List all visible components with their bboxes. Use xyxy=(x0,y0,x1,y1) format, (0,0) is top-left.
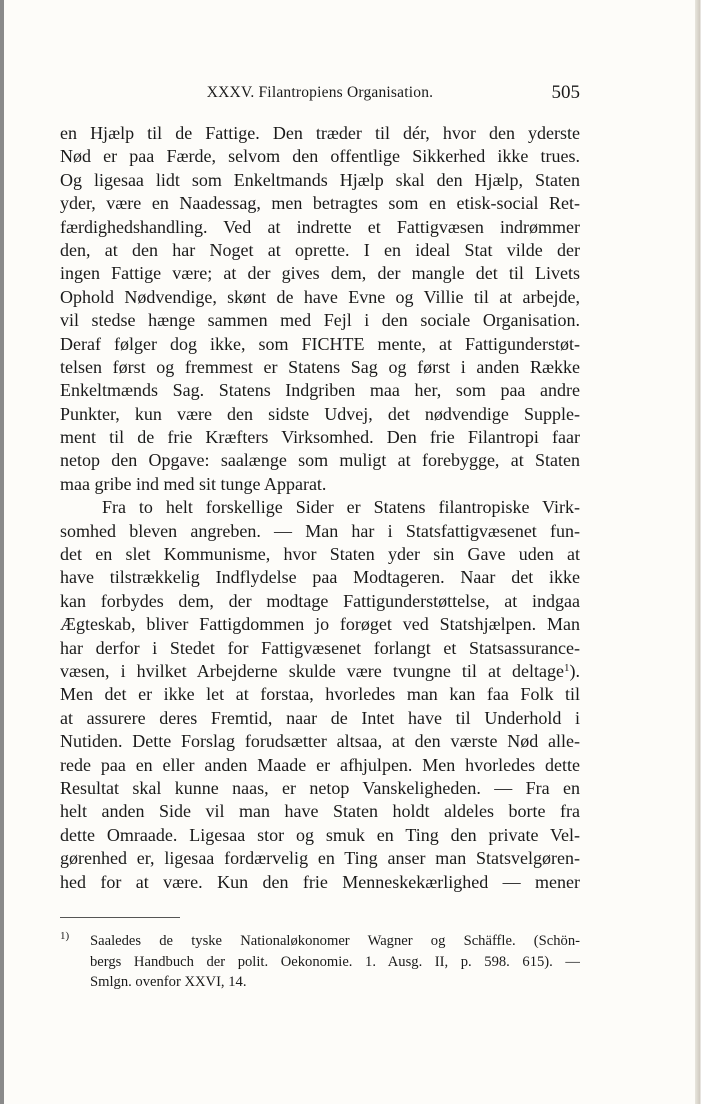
text-line: dette Omraade. Ligesaa stor og smuk en Ting den private Vel- xyxy=(60,824,580,845)
text-span: væsen, i hvilket Arbejderne skulde være tvungne til at deltage xyxy=(60,660,564,681)
footnote-line: Smlgn. ovenfor XXVI, 14. xyxy=(90,974,247,990)
text-line: yder, være en Naadessag, men betragtes som en etisk-social Ret- xyxy=(60,193,580,214)
text-line: Ophold Nødvendige, skønt de have Evne og Villie til at arbejde, xyxy=(60,286,580,307)
text-line: vil stedse hænge sammen med Fejl i den sociale Organisation. xyxy=(60,310,580,331)
text-line: rede paa en eller anden Maade er afhjulpen. Men hvorledes dette xyxy=(60,754,580,775)
footnote-divider xyxy=(60,917,180,918)
text-line: kan forbydes dem, der modtage Fattigunderstøttelse, at indgaa xyxy=(60,590,580,611)
body-text xyxy=(60,122,580,894)
text-line: gørenhed er, ligesaa fordærvelig en Ting anser man Statsvelgøren- xyxy=(60,848,580,869)
text-line: Resultat skal kunne naas, er netop Vanskeligheden. — Fra en xyxy=(60,777,580,798)
text-line: en Hjælp til de Fattige. Den træder til dér, hvor den yderste xyxy=(60,123,580,143)
text-line: Punkter, kun være den sidste Udvej, det nødvendige Supple- xyxy=(60,403,580,424)
footnote-reference[interactable]: 1 xyxy=(564,661,570,674)
text-line: den, at den har Noget at oprette. I en ideal Stat vilde der xyxy=(60,239,580,260)
footnote-line: bergs Handbuch der polit. Oekonomie. 1. Ausg. II, p. 598. 615). — xyxy=(90,953,580,970)
text-line: ingen Fattige være; at der gives dem, der mangle det til Livets xyxy=(60,263,580,284)
text-line: maa gribe ind med sit tunge Apparat. xyxy=(60,473,327,494)
footnote-line xyxy=(60,931,580,952)
footnote-reference-close: ). xyxy=(569,660,580,681)
text-line: helt anden Side vil man have Staten holdt aldeles borte fra xyxy=(60,801,580,822)
text-line: telsen først og fremmest er Statens Sag og først i anden Række xyxy=(60,356,580,377)
text-line: Men det er ikke let at forstaa, hvorledes man kan faa Folk til xyxy=(60,684,580,705)
text-line: Deraf følger dog ikke, som FICHTE mente, at Fattigunderstøt- xyxy=(60,333,580,354)
text-line: have tilstrækkelig Indflydelse paa Modtageren. Naar det ikke xyxy=(60,567,580,588)
footnote-text: Saaledes de tyske Nationaløkonomer Wagner og Schäffle. (Schön- xyxy=(90,933,580,949)
text-line: Ægteskab, bliver Fattigdommen jo forøget ved Statshjælpen. Man xyxy=(60,614,580,635)
text-line: hed for at være. Kun den frie Menneskekærlighed — mener xyxy=(60,871,580,892)
text-line: Enkeltmænds Sag. Statens Indgriben maa her, som paa andre xyxy=(60,380,580,401)
scan-edge-right xyxy=(695,0,708,1104)
text-line: at assurere deres Fremtid, naar de Intet have til Underhold i xyxy=(60,707,580,728)
running-head: XXXV. Filantropiens Organisation. xyxy=(206,84,434,101)
footnote-marker: 1) xyxy=(60,931,70,942)
text-line: Og ligesaa lidt som Enkeltmands Hjælp skal den Hjælp, Staten xyxy=(60,169,580,190)
text-line: somhed bleven angreben. — Man har i Statsfattigvæsenet fun- xyxy=(60,520,580,541)
text-line: ment til de frie Kræfters Virksomhed. Den frie Filantropi faar xyxy=(60,427,580,448)
page-number: 505 xyxy=(551,82,580,103)
page-header xyxy=(60,84,580,108)
text-line: Nutiden. Dette Forslag forudsætter altsaa, at den værste Nød alle- xyxy=(60,731,580,752)
text-line: færdighedshandling. Ved at indrette et Fattigvæsen indrømmer xyxy=(60,216,580,237)
text-line: det en slet Kommunisme, hvor Staten yder sin Gave uden at xyxy=(60,544,580,565)
text-line: har derfor i Stedet for Fattigvæsenet forlangt et Statsassurance- xyxy=(60,637,580,658)
text-line: Nød er paa Færde, selvom den offentlige Sikkerhed ikke trues. xyxy=(60,146,580,167)
footnotes xyxy=(60,931,580,993)
text-line: Fra to helt forskellige Sider er Statens filantropiske Virk- xyxy=(102,497,580,518)
text-line: netop den Opgave: saalænge som muligt at forebygge, at Staten xyxy=(60,450,580,471)
scan-edge-left xyxy=(0,0,4,1104)
text-line-with-footnote-ref xyxy=(60,660,580,683)
